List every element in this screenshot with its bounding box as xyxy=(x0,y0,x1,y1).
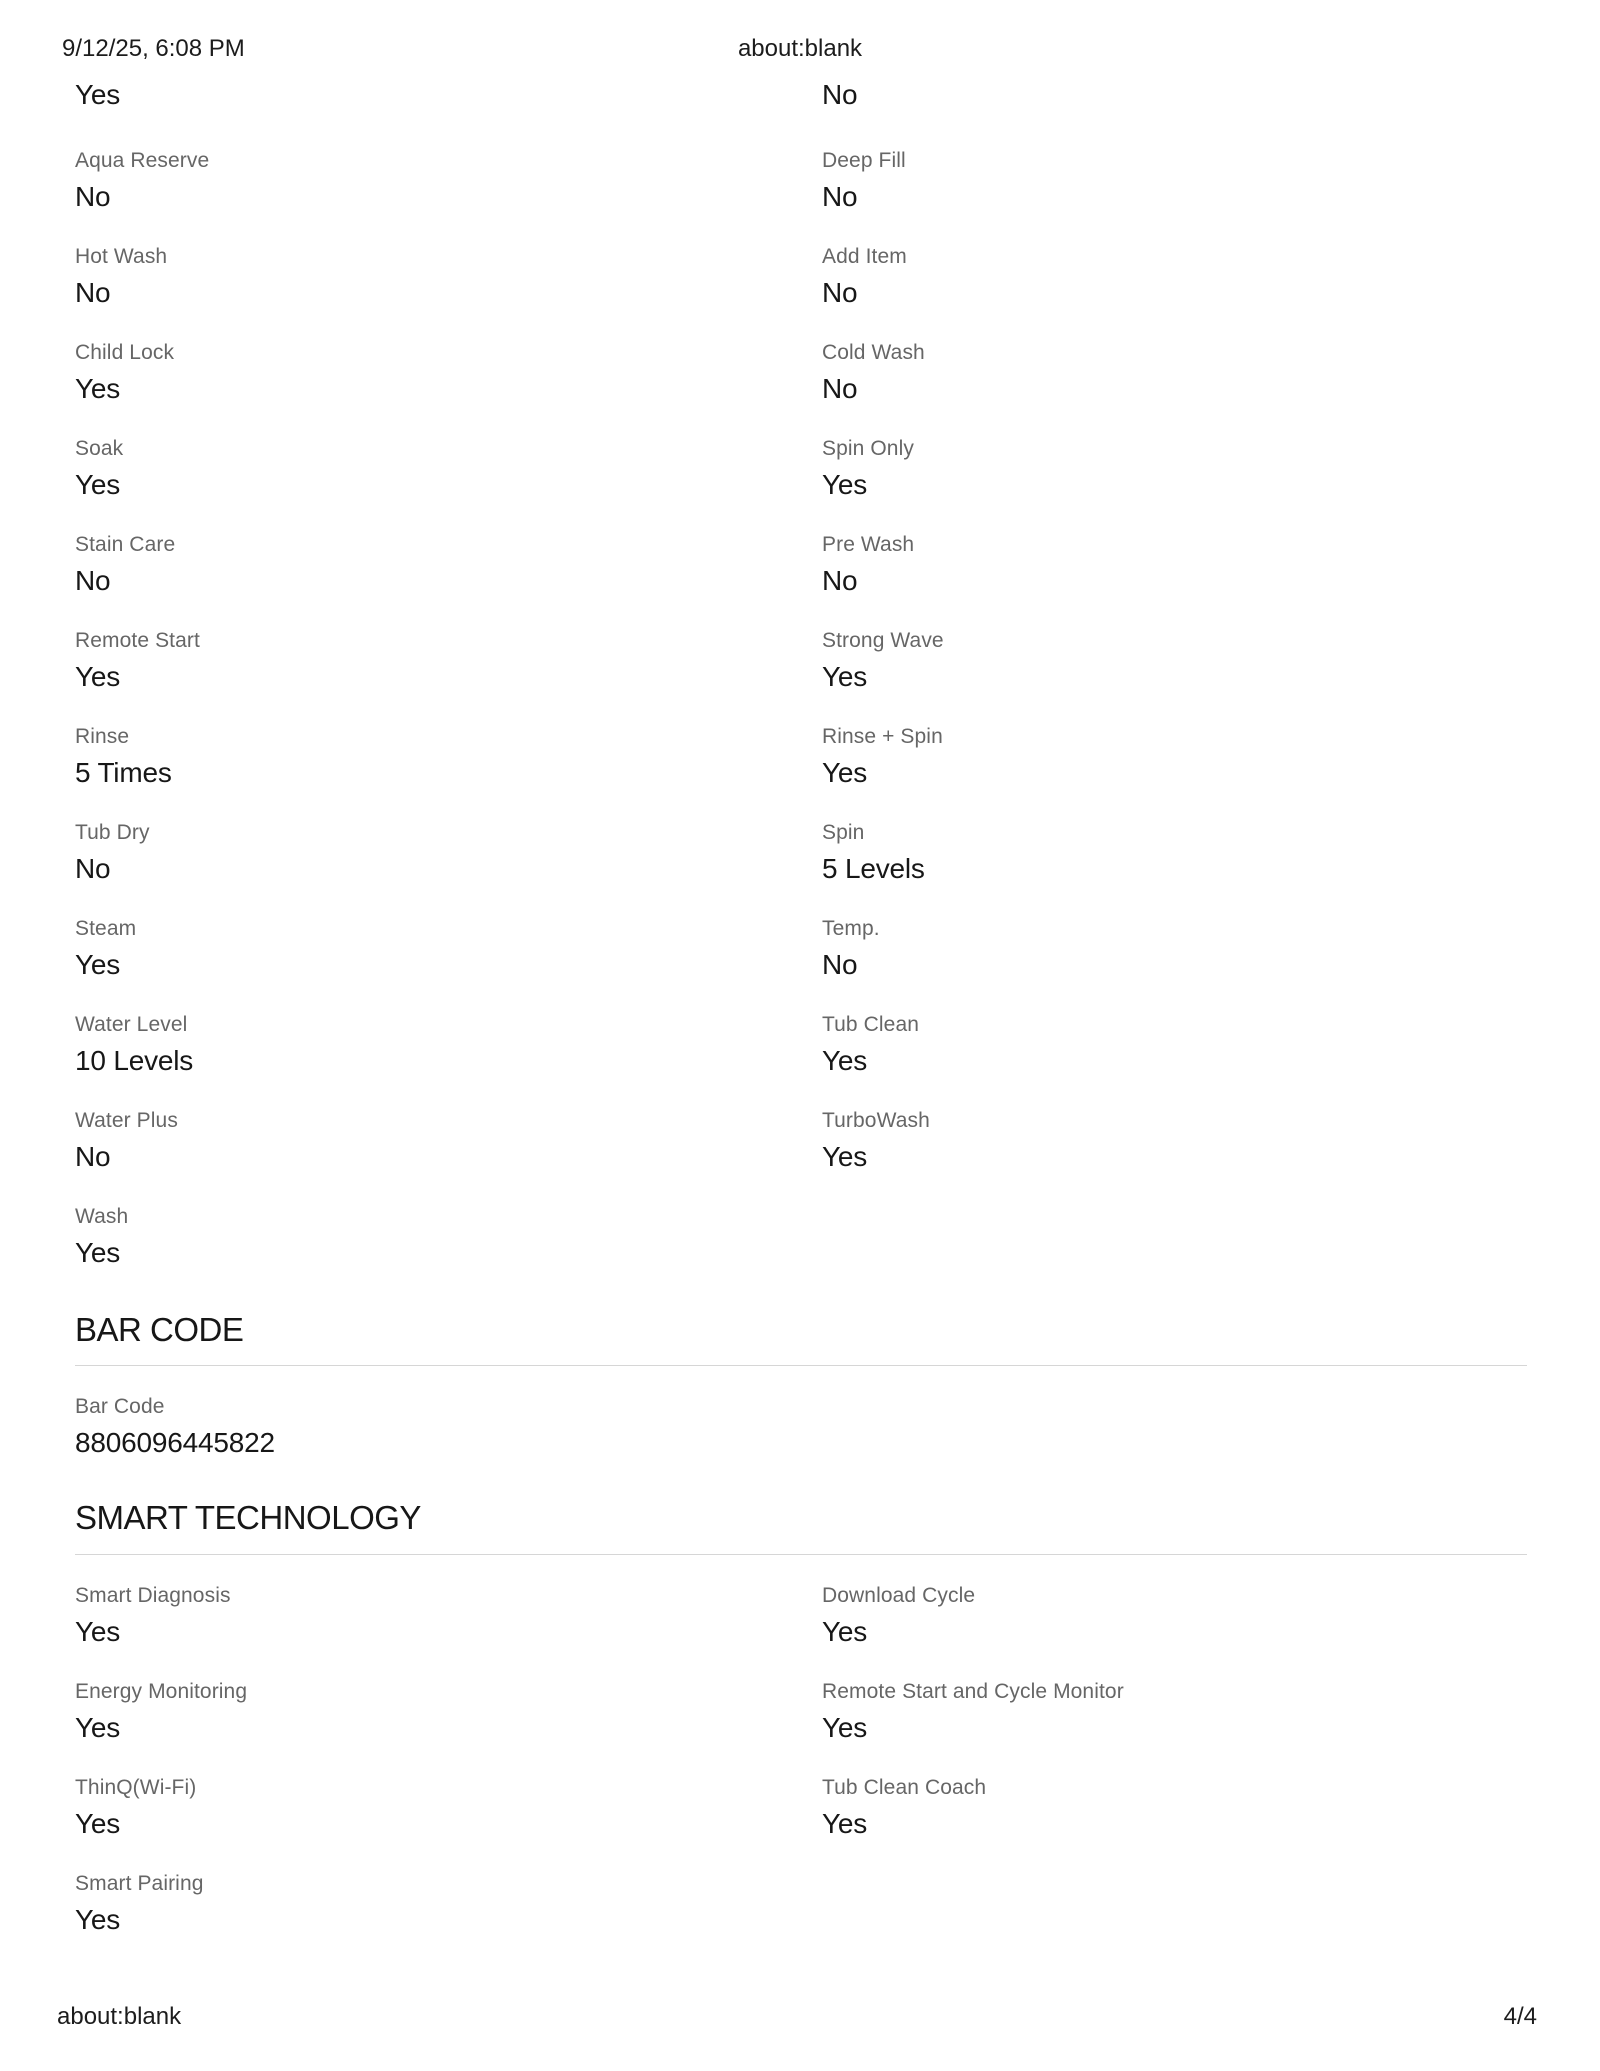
feature-item xyxy=(75,1394,1527,1460)
feature-item xyxy=(75,78,822,148)
feature-label: Wash xyxy=(75,1205,129,1228)
feature-value: No xyxy=(75,853,111,884)
page-content xyxy=(75,78,1527,1967)
feature-item xyxy=(75,244,822,340)
feature-label: Tub Clean Coach xyxy=(822,1776,987,1799)
feature-value: Yes xyxy=(822,1808,868,1839)
feature-item xyxy=(822,1108,1527,1204)
smart-left-column xyxy=(75,1583,822,1967)
feature-item xyxy=(75,148,822,244)
feature-label: Aqua Reserve xyxy=(75,149,210,172)
print-footer-url: about:blank xyxy=(57,2003,182,2030)
feature-item xyxy=(822,244,1527,340)
feature-item xyxy=(822,1583,1527,1679)
print-header xyxy=(0,36,1600,62)
feature-label: Child Lock xyxy=(75,341,175,364)
feature-item xyxy=(75,1583,822,1679)
feature-label: Download Cycle xyxy=(822,1584,976,1607)
feature-label: Hot Wash xyxy=(75,245,168,268)
feature-label: Remote Start xyxy=(75,629,200,652)
feature-value: No xyxy=(822,565,858,596)
features-columns xyxy=(75,78,1527,1300)
feature-label: Strong Wave xyxy=(822,629,944,652)
feature-value: Yes xyxy=(822,1141,868,1172)
feature-item xyxy=(822,916,1527,1012)
feature-label: Tub Dry xyxy=(75,821,150,844)
feature-item xyxy=(75,820,822,916)
smart-right-column xyxy=(822,1583,1527,1967)
print-footer-page-number: 4/4 xyxy=(1503,2003,1537,2030)
section-title-smart-technology: SMART TECHNOLOGY xyxy=(75,1499,421,1536)
feature-label: Spin Only xyxy=(822,437,914,460)
feature-item xyxy=(75,1012,822,1108)
section-divider xyxy=(75,1365,1527,1366)
print-footer xyxy=(0,2004,1600,2030)
feature-value: Yes xyxy=(75,1904,121,1935)
feature-item xyxy=(822,724,1527,820)
feature-item xyxy=(822,1775,1527,1871)
feature-label: Temp. xyxy=(822,917,880,940)
feature-value: 8806096445822 xyxy=(75,1427,275,1458)
feature-value: No xyxy=(822,277,858,308)
feature-label: Energy Monitoring xyxy=(75,1680,248,1703)
features-right-column xyxy=(822,78,1527,1300)
feature-label: Water Level xyxy=(75,1013,188,1036)
feature-label: Soak xyxy=(75,437,124,460)
feature-item xyxy=(75,916,822,1012)
feature-value: 5 Times xyxy=(75,757,172,788)
feature-value: No xyxy=(822,949,858,980)
smart-columns xyxy=(75,1583,1527,1967)
feature-label: Pre Wash xyxy=(822,533,915,556)
section-divider xyxy=(75,1554,1527,1555)
feature-value: Yes xyxy=(822,469,868,500)
feature-value: 5 Levels xyxy=(822,853,925,884)
feature-item xyxy=(822,1679,1527,1775)
feature-label: ThinQ(Wi-Fi) xyxy=(75,1776,197,1799)
feature-item xyxy=(75,1679,822,1775)
feature-value: No xyxy=(822,373,858,404)
feature-value: No xyxy=(822,181,858,212)
feature-label: Bar Code xyxy=(75,1395,165,1418)
print-header-datetime: 9/12/25, 6:08 PM xyxy=(62,35,245,62)
feature-item xyxy=(75,1871,822,1967)
feature-value: Yes xyxy=(75,469,121,500)
feature-item xyxy=(75,1108,822,1204)
feature-item xyxy=(75,532,822,628)
feature-value: No xyxy=(75,565,111,596)
feature-value: Yes xyxy=(75,79,121,110)
feature-value: Yes xyxy=(75,1712,121,1743)
feature-label: Smart Diagnosis xyxy=(75,1584,231,1607)
feature-value: Yes xyxy=(75,1616,121,1647)
feature-item xyxy=(822,1012,1527,1108)
feature-value: Yes xyxy=(822,1616,868,1647)
feature-value: Yes xyxy=(822,1712,868,1743)
section-title-bar-code: BAR CODE xyxy=(75,1311,244,1348)
feature-item xyxy=(822,628,1527,724)
features-left-column xyxy=(75,78,822,1300)
feature-item xyxy=(822,78,1527,148)
feature-value: Yes xyxy=(75,373,121,404)
feature-item xyxy=(75,1204,822,1300)
feature-item xyxy=(75,628,822,724)
feature-label: Add Item xyxy=(822,245,907,268)
feature-value: Yes xyxy=(822,757,868,788)
feature-label: Steam xyxy=(75,917,137,940)
feature-label: Remote Start and Cycle Monitor xyxy=(822,1680,1124,1703)
print-header-title: about:blank xyxy=(737,35,863,62)
feature-value: No xyxy=(75,277,111,308)
feature-value: Yes xyxy=(75,1237,121,1268)
feature-label: Stain Care xyxy=(75,533,176,556)
feature-value: No xyxy=(75,181,111,212)
feature-label: Spin xyxy=(822,821,865,844)
feature-label: Rinse xyxy=(75,725,130,748)
feature-item xyxy=(822,820,1527,916)
feature-label: Rinse + Spin xyxy=(822,725,943,748)
feature-value: Yes xyxy=(822,1045,868,1076)
feature-item xyxy=(822,436,1527,532)
feature-label: Water Plus xyxy=(75,1109,178,1132)
feature-value: No xyxy=(75,1141,111,1172)
feature-value: Yes xyxy=(822,661,868,692)
feature-item xyxy=(822,532,1527,628)
feature-value: Yes xyxy=(75,661,121,692)
feature-label: Tub Clean xyxy=(822,1013,920,1036)
feature-value: Yes xyxy=(75,1808,121,1839)
feature-item xyxy=(75,724,822,820)
feature-value: Yes xyxy=(75,949,121,980)
feature-label: TurboWash xyxy=(822,1109,930,1132)
feature-label: Smart Pairing xyxy=(75,1872,204,1895)
feature-item xyxy=(822,148,1527,244)
feature-label: Cold Wash xyxy=(822,341,925,364)
feature-value: 10 Levels xyxy=(75,1045,194,1076)
feature-item xyxy=(75,436,822,532)
feature-item xyxy=(75,1775,822,1871)
feature-value: No xyxy=(822,79,858,110)
feature-item xyxy=(822,340,1527,436)
feature-label: Deep Fill xyxy=(822,149,906,172)
feature-item xyxy=(75,340,822,436)
